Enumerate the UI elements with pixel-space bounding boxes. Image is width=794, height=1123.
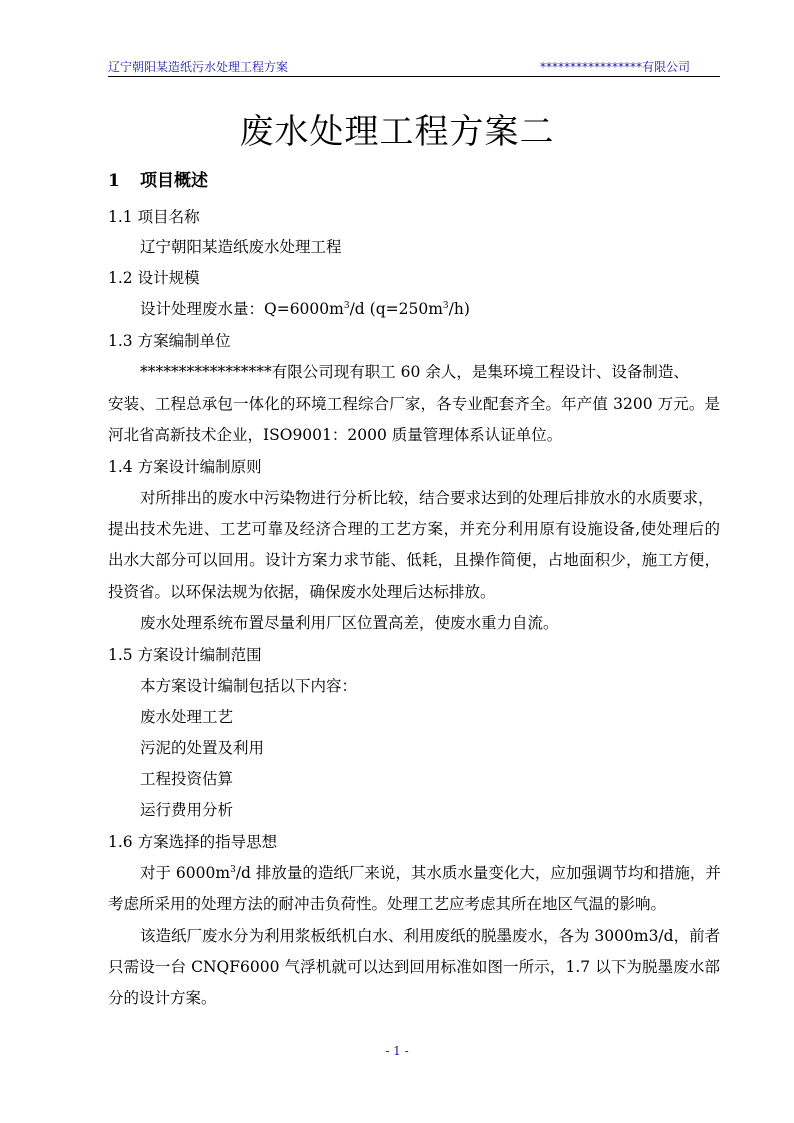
body-1-6-line-4: 只需设一台 CNQF6000 气浮机就可以达到回用标准如图一所示，1.7 以下为脱墨废水部 bbox=[108, 958, 720, 976]
body-1-6-line-1: 对于 $6000m^3/d$ 排放量的造纸厂来说，其水质水量变化大，应加强调节均和措施，并 bbox=[140, 864, 721, 882]
document-title: 废水处理工程方案二 bbox=[239, 112, 555, 152]
section-1-title: 项目概述 bbox=[140, 171, 208, 191]
heading-1-5: 1.5 方案设计编制范围 bbox=[108, 646, 262, 664]
body-1-6-line-2: 考虑所采用的处理方法的耐冲击负荷性。处理工艺应考虑其所在地区气温的影响。 bbox=[108, 895, 667, 913]
body-1-6-line-5: 分的设计方案。 bbox=[108, 989, 217, 1007]
body-1-3-line-2: 安装、工程总承包一体化的环境工程综合厂家，各专业配套齐全。年产值 3200 万元。是 bbox=[108, 395, 720, 413]
body-1-4-line-4: 投资省。以环保法规为依据，确保废水处理后达标排放。 bbox=[108, 583, 496, 601]
body-1-3-line-1: *****************有限公司现有职工 60 余人，是集环境工程设计、设备制造、 bbox=[140, 363, 689, 381]
heading-1-6: 1.6 方案选择的指导思想 bbox=[108, 833, 278, 851]
heading-1-1: 1.1 项目名称 bbox=[108, 208, 200, 226]
body-1-6-line-3: 该造纸厂废水分为利用浆板纸机白水、利用废纸的脱墨废水，各为 3000m3/d，前者 bbox=[140, 927, 721, 945]
body-1-2: 设计处理废水量：$Q=6000m^3/d$ $(q=250m^3/h)$ bbox=[140, 300, 470, 318]
list-item: 污泥的处置及利用 bbox=[140, 739, 265, 757]
body-1-1: 辽宁朝阳某造纸废水处理工程 bbox=[140, 238, 342, 256]
heading-1-4: 1.4 方案设计编制原则 bbox=[108, 458, 262, 476]
header-left-title: 辽宁朝阳某造纸污水处理工程方案 bbox=[108, 60, 289, 74]
body-1-4-line-2: 提出技术先进、工艺可靠及经济合理的工艺方案，并充分利用原有设施设备,使处理后的 bbox=[108, 520, 720, 538]
heading-1-3: 1.3 方案编制单位 bbox=[108, 332, 231, 350]
list-item: 废水处理工艺 bbox=[140, 708, 234, 726]
section-1-number: 1 bbox=[108, 171, 120, 191]
heading-1-2: 1.2 设计规模 bbox=[108, 269, 200, 287]
body-1-4-line-3: 出水大部分可以回用。设计方案力求节能、低耗，且操作简便，占地面积少，施工方便， bbox=[108, 551, 720, 569]
list-item: 运行费用分析 bbox=[140, 801, 234, 819]
body-1-3-line-3: 河北省高新技术企业，ISO9001：2000 质量管理体系认证单位。 bbox=[108, 426, 563, 444]
body-1-5-intro: 本方案设计编制包括以下内容： bbox=[140, 677, 358, 695]
list-item: 工程投资估算 bbox=[140, 770, 234, 788]
body-1-4-line-5: 废水处理系统布置尽量利用厂区位置高差，使废水重力自流。 bbox=[140, 614, 559, 632]
header-right-company: *****************有限公司 bbox=[539, 60, 690, 74]
page-header bbox=[108, 56, 720, 77]
page-number: - 1 - bbox=[385, 1044, 409, 1058]
section-1-heading bbox=[108, 166, 208, 191]
body-1-4-line-1: 对所排出的废水中污染物进行分析比较，结合要求达到的处理后排放水的水质要求， bbox=[140, 489, 714, 507]
